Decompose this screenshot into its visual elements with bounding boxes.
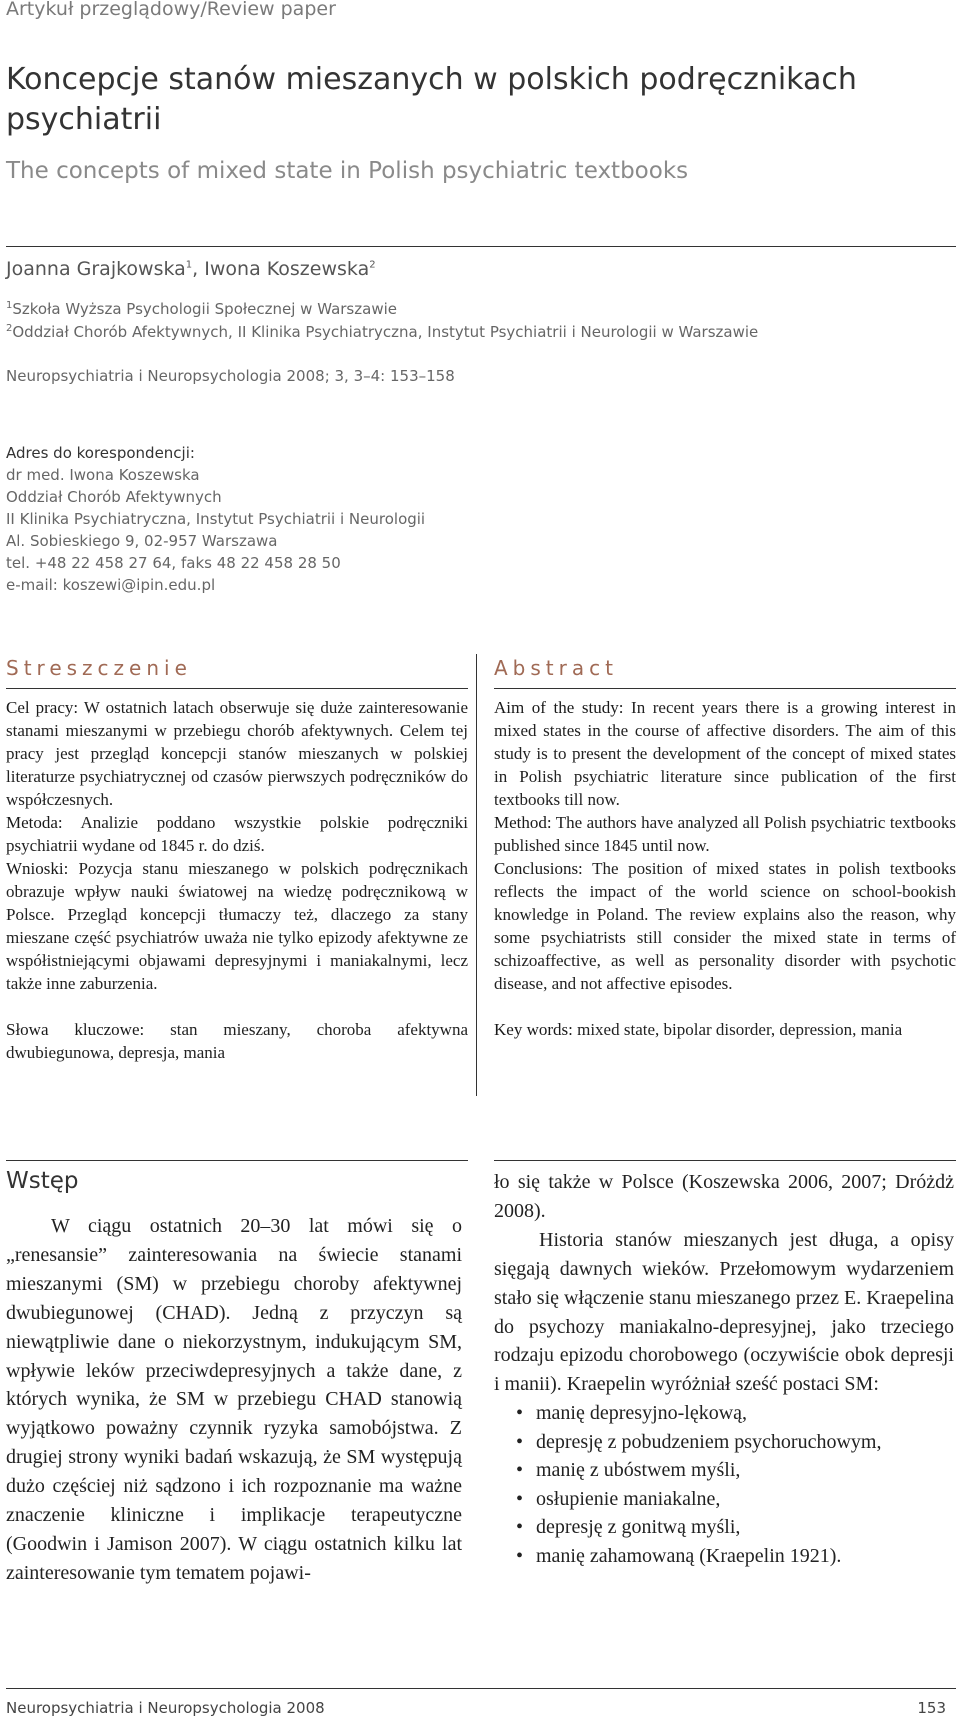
list-item: • manię z ubóstwem myśli, (494, 1456, 954, 1485)
affiliation-text: Szkoła Wyższa Psychologii Społecznej w Warszawie (12, 300, 397, 318)
aim-text: In recent years there is a growing interest in mixed states in the course of affective disorders. The aim of this study is to present the development of the concept of mixed states in Polish psychiatric literature since publication of the first textbooks till now. (494, 698, 956, 809)
correspondence-line: II Klinika Psychiatryczna, Instytut Psychiatrii i Neurologii (6, 510, 426, 528)
abstract-rule (494, 688, 956, 689)
keywords-text: mixed state, bipolar disorder, depression, mania (572, 1020, 903, 1039)
streszczenie-conclusions (6, 857, 468, 995)
list-item: • manię depresyjno-lękową, (494, 1399, 954, 1428)
abstract-aim (494, 696, 956, 811)
intro-heading: Wstęp (6, 1168, 79, 1194)
author-separator: , (192, 258, 205, 280)
affiliation-1 (6, 300, 397, 318)
list-item: • depresję z pobudzeniem psychoruchowym, (494, 1428, 954, 1457)
correspondence-heading: Adres do korespondencji: (6, 444, 195, 462)
streszczenie-heading: Streszczenie (6, 656, 192, 680)
streszczenie-keywords (6, 1018, 468, 1064)
article-title: Koncepcje stanów mieszanych w polskich podręcznikach psychiatrii (6, 62, 857, 137)
affiliation-sup: 2 (6, 323, 13, 334)
correspondence-line: dr med. Iwona Koszewska (6, 466, 200, 484)
keywords-label: Key words: (494, 1020, 573, 1039)
conclusions-label: Conclusions: (494, 859, 583, 878)
footer-rule (6, 1688, 956, 1689)
abstract-column-divider (476, 654, 477, 1096)
intro-column-left (6, 1212, 462, 1588)
author-affiliation-sup: 2 (369, 259, 376, 271)
affiliation-sup: 1 (6, 300, 13, 311)
abstract-heading: Abstract (494, 656, 618, 680)
correspondence-email: e-mail: koszewi@ipin.edu.pl (6, 576, 216, 594)
intro-paragraph-2: Historia stanów mieszanych jest długa, a opisy sięgają dawnych wieków. Przełomowym wydarzeniem stało się włączenie stanu mieszanego przez E. Kraepelina do psychozy maniakalno-depresyjnej, jako trzeciego rodzaju epizodu chorobowego (oczywiście obok depresji i manii). Kraepelin wyróżniał sześć postaci SM: (494, 1228, 954, 1396)
list-item: • osłupienie maniakalne, (494, 1485, 954, 1514)
intro-column-right (494, 1168, 954, 1570)
correspondence-line: Al. Sobieskiego 9, 02-957 Warszawa (6, 532, 278, 550)
abstract-keywords (494, 1018, 956, 1041)
conclusions-text: The position of mixed states in polish textbooks reflects the impact of the world science on school-bookish knowledge in Poland. The review explains also the reason, why some psychiatrists still consider the mixed state in terms of schizoaffective, as well as personality disorder with psychotic disease, and not affective episodes. (494, 859, 956, 993)
abstract-conclusions (494, 857, 956, 995)
streszczenie-body (6, 696, 468, 1064)
intro-paragraph-1: W ciągu ostatnich 20–30 lat mówi się o „renesansie” zainteresowania na świecie stanami mieszanymi (SM) w przebiegu choroby afektywnej dwubiegunowej (CHAD). Jedną z przyczyn są niewątpliwie dane o niekorzystnym, indukującym SM, wpływie leków przeciwdepresyjnych a także dane, z których wynika, że SM w przebiegu CHAD stanowią wyjątkowo poważny czynnik ryzyka samobójstwa. Z drugiej strony wyniki badań wskazują, że SM występują dużo częściej niż sądzono i ich rozpoznanie ma ważne znaczenie kliniczne i implikacje terapeutyczne (Goodwin i Jamison 2007). W ciągu ostatnich kilku lat zainteresowanie tym tematem pojawi- (6, 1215, 462, 1584)
method-text: Analizie poddano wszystkie polskie podręczniki psychiatrii wydane od 1845 r. do dziś. (6, 813, 468, 855)
streszczenie-method (6, 811, 468, 857)
affiliation-2 (6, 323, 758, 341)
mixed-state-forms-list (494, 1399, 954, 1570)
correspondence-line: Oddział Chorób Afektywnych (6, 488, 222, 506)
list-item: • depresję z gonitwą myśli, (494, 1513, 954, 1542)
method-text: The authors have analyzed all Polish psychiatric textbooks published since 1845 until now. (494, 813, 956, 855)
affiliation-text: Oddział Chorób Afektywnych, II Klinika Psychiatryczna, Instytut Psychiatrii i Neurologii w Warszawie (12, 323, 759, 341)
article-type-en: Review paper (206, 0, 336, 20)
footer-journal-name: Neuropsychiatria i Neuropsychologia 2008 (6, 1699, 325, 1717)
page-number: 153 (917, 1699, 946, 1717)
article-type-pl: Artykuł przeglądowy (6, 0, 201, 20)
article-type-separator: / (200, 0, 207, 20)
intro-paragraph-1-continued: ło się także w Polsce (Koszewska 2006, 2007; Dróżdż 2008). (494, 1171, 954, 1222)
streszczenie-rule (6, 688, 468, 689)
aim-text: W ostatnich latach obserwuje się duże zainteresowanie stanami mieszanymi w przebiegu chorób afektywnych. Celem tej pracy jest przegląd koncepcji stanów mieszanych w polskiej literaturze psychiatrycznej od czasów pierwszych podręczników do współczesnych. (6, 698, 468, 809)
author-list (6, 258, 376, 280)
journal-citation: Neuropsychiatria i Neuropsychologia 2008; 3, 3–4: 153–158 (6, 367, 455, 385)
intro-left-rule (6, 1160, 468, 1161)
abstract-method (494, 811, 956, 857)
keywords-label: Słowa kluczowe: (6, 1020, 145, 1039)
conclusions-label: Wnioski: (6, 859, 69, 878)
aim-label: Aim of the study: (494, 698, 624, 717)
intro-right-rule (494, 1160, 956, 1161)
abstract-body (494, 696, 956, 1041)
author-name: Iwona Koszewska (204, 258, 370, 280)
method-label: Method: (494, 813, 552, 832)
article-subtitle: The concepts of mixed state in Polish psychiatric textbooks (6, 158, 689, 184)
method-label: Metoda: (6, 813, 63, 832)
conclusions-text: Pozycja stanu mieszanego w polskich podręcznikach obrazuje wpływ nauki światowej na wiedzę podręcznikową w Polsce. Przegląd koncepcji tłumaczy też, dlaczego za stany mieszane część psychiatrów uważa nie tylko epizody afektywne ze współistniejącymi objawami depresyjnymi i maniakalnymi, lecz także inne zaburzenia. (6, 859, 468, 993)
header-rule (6, 246, 956, 247)
correspondence-line: tel. +48 22 458 27 64, faks 48 22 458 28 50 (6, 554, 341, 572)
aim-label: Cel pracy: (6, 698, 79, 717)
article-type-label (6, 0, 336, 20)
streszczenie-aim (6, 696, 468, 811)
keywords-text: stan mieszany, choroba afektywna dwubiegunowa, depresja, mania (6, 1020, 468, 1062)
list-item: • manię zahamowaną (Kraepelin 1921). (494, 1542, 954, 1571)
author-affiliation-sup: 1 (185, 259, 193, 271)
author-name: Joanna Grajkowska (6, 258, 186, 280)
